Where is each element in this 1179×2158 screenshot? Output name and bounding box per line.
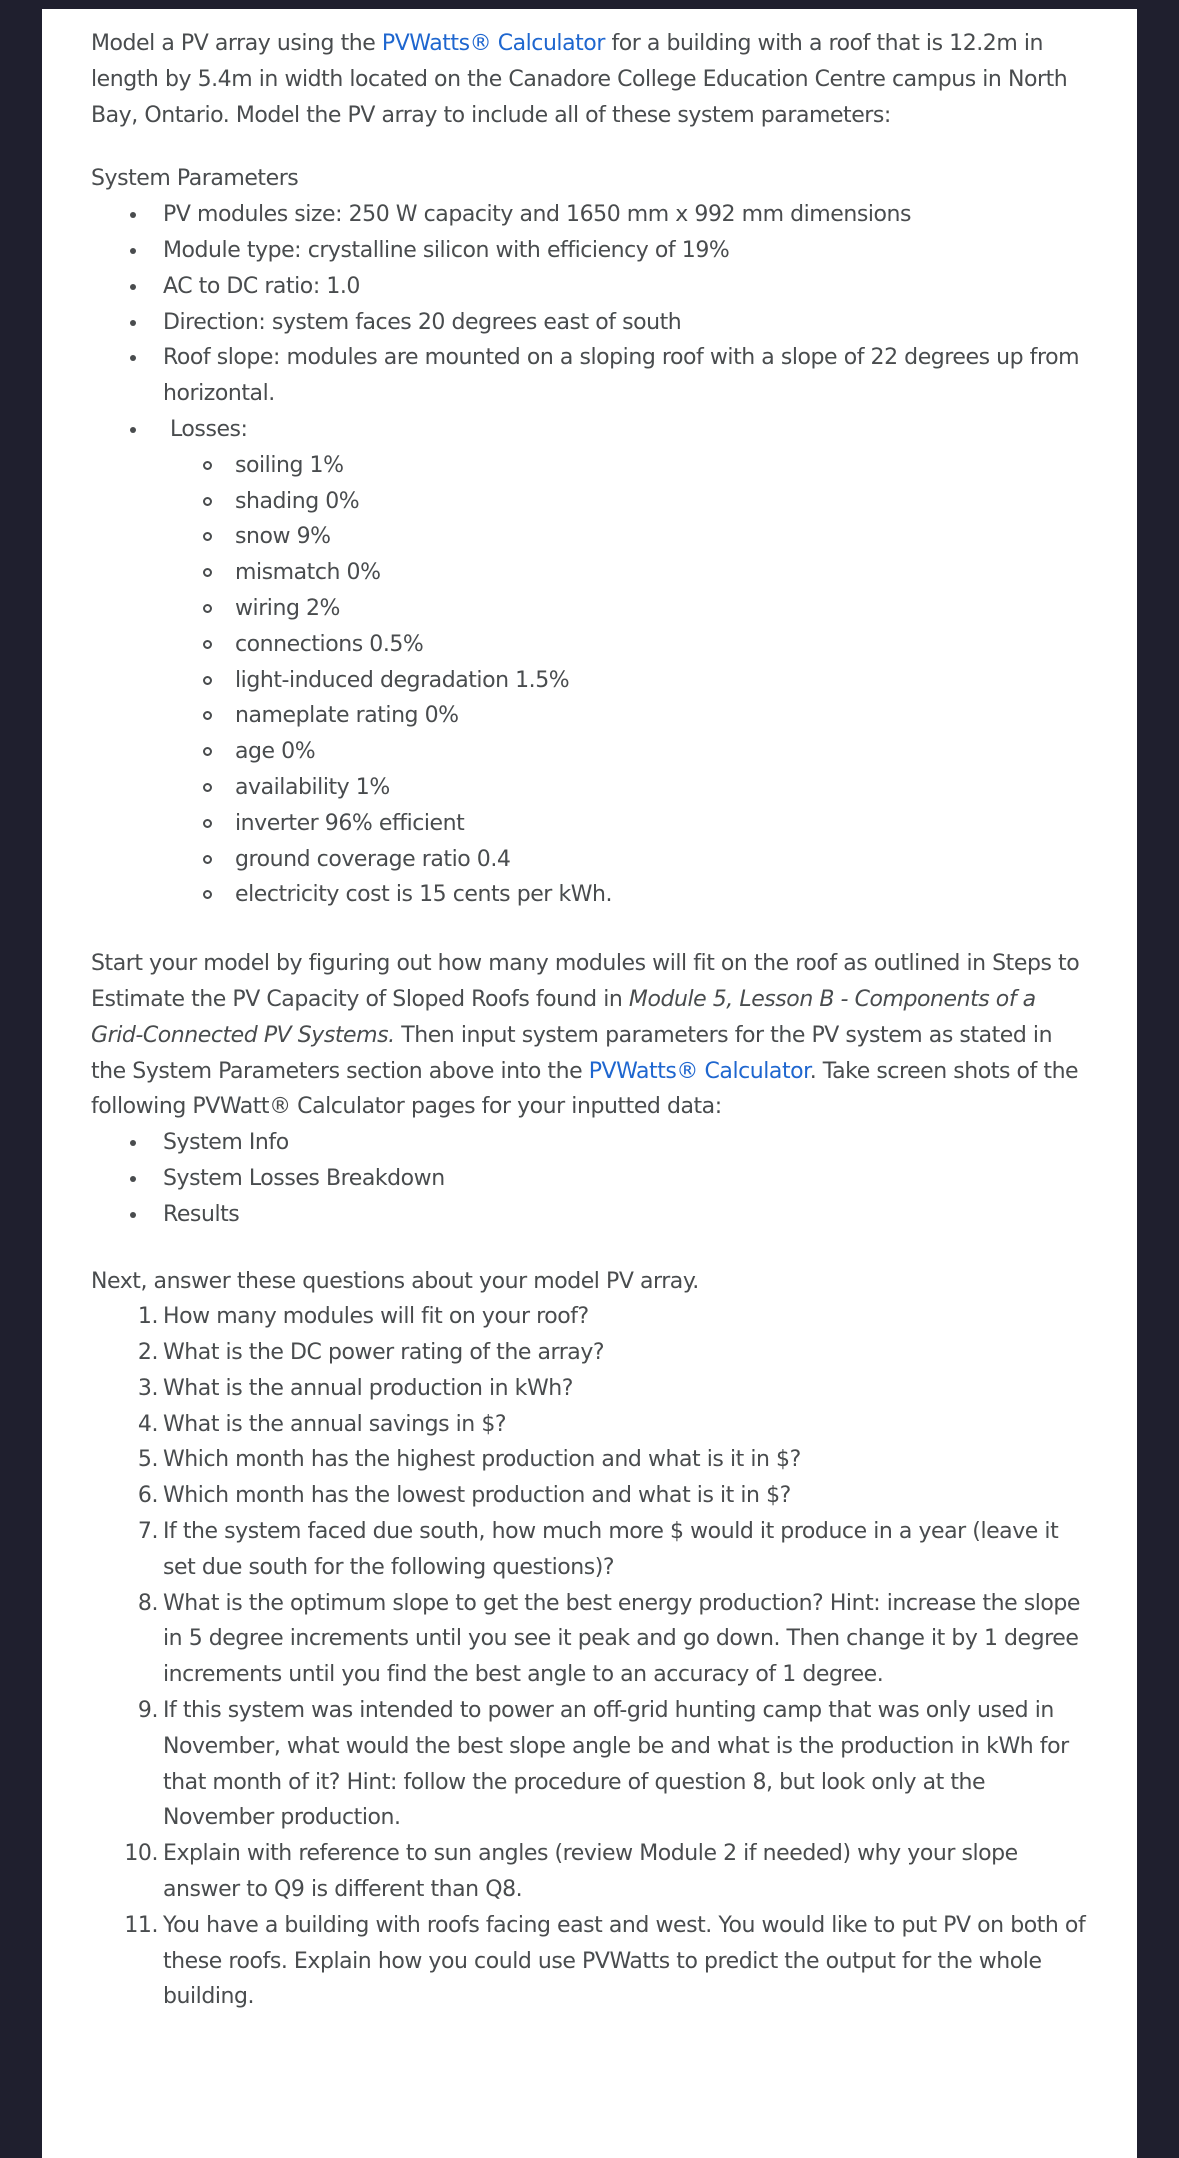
assignment-page	[42, 9, 1137, 2158]
question-item	[137, 1478, 1089, 1514]
loss-item: age 0%	[235, 734, 1089, 770]
question-text: What is the annual production in kWh?	[163, 1375, 573, 1401]
intro-paragraph	[91, 26, 1089, 133]
question-number: 2.	[137, 1340, 158, 1366]
pvwatts-calculator-link[interactable]: PVWatts® Calculator	[381, 31, 605, 56]
question-item	[137, 1693, 1089, 1836]
losses-label: Losses:	[170, 416, 248, 442]
system-parameters-list	[91, 197, 1089, 913]
parameter-item: PV modules size: 250 W capacity and 1650 mm x 992 mm dimensions	[163, 197, 1089, 233]
question-item	[124, 1836, 1089, 1908]
questions-list	[91, 1299, 1089, 2015]
parameter-item: Module type: crystalline silicon with efficiency of 19%	[163, 233, 1089, 269]
question-number: 8.	[137, 1590, 158, 1616]
parameter-item: AC to DC ratio: 1.0	[163, 269, 1089, 305]
question-text: How many modules will fit on your roof?	[163, 1304, 589, 1330]
question-number: 5.	[137, 1447, 158, 1473]
parameter-item: Direction: system faces 20 degrees east of south	[163, 305, 1089, 341]
parameter-item: Roof slope: modules are mounted on a sloping roof with a slope of 22 degrees up from horizontal.	[163, 340, 1089, 412]
loss-item: nameplate rating 0%	[235, 698, 1089, 734]
question-text: You have a building with roofs facing east and west. You would like to put PV on both of these roofs. Explain how you could use PVWatts to predict the output for the whole building.	[163, 1912, 1086, 2010]
model-start-text-1: Start your model by figuring out how many modules will fit on the roof as outlined in Steps to Estimate the PV Capacity of Sloped Roofs found in	[91, 951, 1080, 1012]
question-text: If this system was intended to power an off-grid hunting camp that was only used in November, what would the best slope angle be and what is the production in kWh for that month of it? Hint: follow the procedure of question 8, but look only at the November production.	[163, 1698, 1069, 1831]
question-item	[137, 1442, 1089, 1478]
question-item	[137, 1586, 1089, 1693]
loss-item: shading 0%	[235, 484, 1089, 520]
question-number: 6.	[137, 1483, 158, 1509]
module-reference: Module 5, Lesson B - Components of a Grid-Connected PV Systems.	[91, 986, 1036, 1048]
screenshot-pages-list	[91, 1125, 1089, 1232]
loss-item: inverter 96% efficient	[235, 806, 1089, 842]
intro-text-end: for a building with a roof that is 12.2m in length by 5.4m in width located on the Canadore College Education Centre campus in North Bay, Ontario. Model the PV array to include all of these system parameters:	[91, 31, 1068, 128]
model-start-paragraph	[91, 946, 1089, 1125]
question-number: 11.	[124, 1912, 158, 1938]
intro-text-start: Model a PV array using the	[91, 31, 382, 56]
question-item	[137, 1514, 1089, 1586]
loss-item: ground coverage ratio 0.4	[235, 842, 1089, 878]
loss-item: mismatch 0%	[235, 555, 1089, 591]
questions-intro: Next, answer these questions about your model PV array.	[91, 1268, 699, 1294]
losses-item	[163, 412, 1089, 913]
question-text: What is the optimum slope to get the best energy production? Hint: increase the slope in 5 degree increments until you see it peak and go down. Then change it by 1 degree increments until you find the best angle to an accuracy of 1 degree.	[163, 1590, 1081, 1688]
loss-item: availability 1%	[235, 770, 1089, 806]
screenshot-page-item: System Info	[163, 1125, 1089, 1161]
loss-item: wiring 2%	[235, 591, 1089, 627]
question-number: 1.	[137, 1304, 158, 1330]
model-start-text-3: . Take screen shots of the following PVWatt® Calculator pages for your inputted data:	[91, 1058, 1079, 1120]
loss-item: light-induced degradation 1.5%	[235, 663, 1089, 699]
model-start-text-2: Then input system parameters for the PV system as stated in the System Parameters section above into the	[91, 1022, 1053, 1084]
question-item	[137, 1407, 1089, 1443]
question-item	[137, 1335, 1089, 1371]
question-number: 7.	[137, 1519, 158, 1545]
screenshot-page-item: System Losses Breakdown	[163, 1161, 1089, 1197]
question-item	[124, 1908, 1089, 2015]
question-text: What is the annual savings in $?	[163, 1411, 507, 1437]
losses-list	[170, 448, 1089, 913]
screenshot-page-item: Results	[163, 1197, 1089, 1233]
question-text: Which month has the highest production and what is it in $?	[163, 1447, 801, 1473]
question-item	[137, 1371, 1089, 1407]
question-number: 4.	[137, 1411, 158, 1437]
system-parameters-heading: System Parameters	[91, 166, 299, 192]
question-number: 10.	[124, 1841, 158, 1867]
loss-item: soiling 1%	[235, 448, 1089, 484]
question-text: What is the DC power rating of the array?	[163, 1340, 605, 1366]
question-number: 9.	[137, 1698, 158, 1724]
loss-item: snow 9%	[235, 519, 1089, 555]
question-item	[137, 1299, 1089, 1335]
question-text: If the system faced due south, how much more $ would it produce in a year (leave it set due south for the following questions)?	[163, 1519, 1059, 1580]
loss-item: connections 0.5%	[235, 627, 1089, 663]
pvwatts-calculator-link-2[interactable]: PVWatts® Calculator	[588, 1058, 810, 1084]
question-text: Explain with reference to sun angles (review Module 2 if needed) why your slope answer to Q9 is different than Q8.	[163, 1841, 1018, 1903]
question-text: Which month has the lowest production and what is it in $?	[163, 1483, 791, 1509]
question-number: 3.	[137, 1375, 158, 1401]
loss-item: electricity cost is 15 cents per kWh.	[235, 877, 1089, 913]
